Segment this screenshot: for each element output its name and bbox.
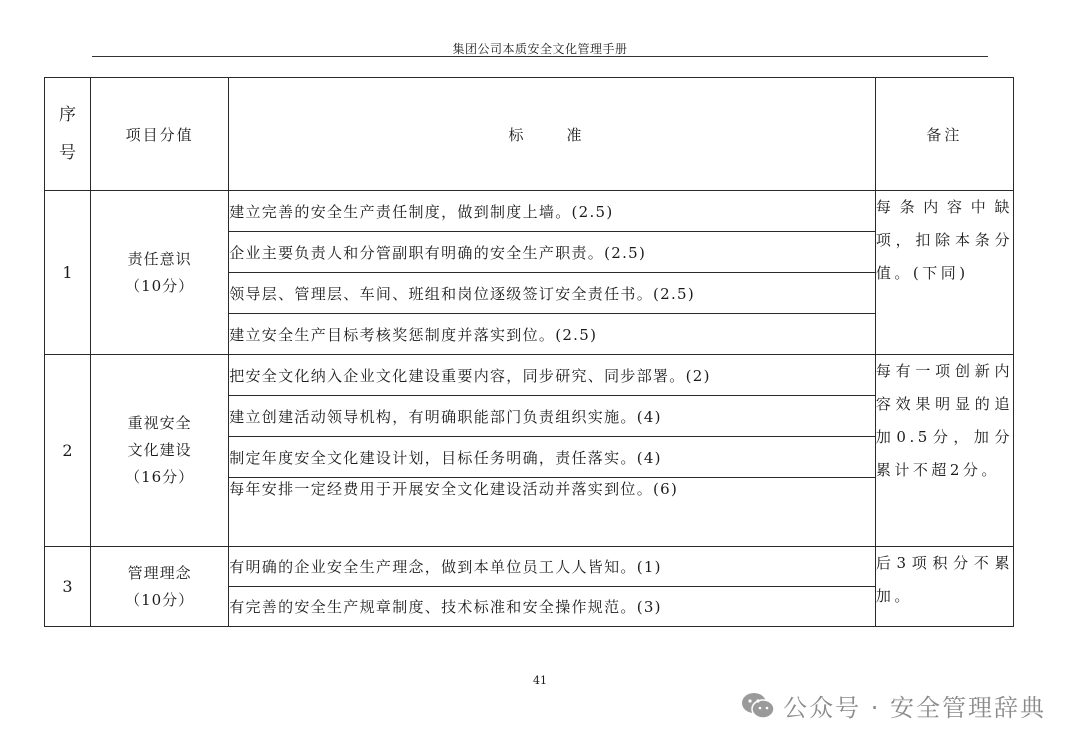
note-cell: 每条内容中缺项，扣除本条分值。(下同) [875, 191, 1013, 355]
standard-cell: 制定年度安全文化建设计划，目标任务明确，责任落实。(4) [229, 437, 876, 478]
header-note: 备注 [875, 78, 1013, 191]
standard-cell: 建立安全生产目标考核奖惩制度并落实到位。(2.5) [229, 314, 876, 355]
item-score [91, 547, 229, 627]
item-line: 文化建设 [127, 441, 192, 459]
note-cell: 每有一项创新内容效果明显的追加0.5分，加分累计不超2分。 [875, 355, 1013, 547]
row-number: 1 [45, 191, 91, 355]
standard-cell: 每年安排一定经费用于开展安全文化建设活动并落实到位。(6) [229, 478, 876, 547]
standard-cell: 企业主要负责人和分管副职有明确的安全生产职责。(2.5) [229, 232, 876, 273]
standard-cell: 有明确的企业安全生产理念，做到本单位员工人人皆知。(1) [229, 547, 876, 587]
table-row [45, 355, 1014, 396]
page-header-title: 集团公司本质安全文化管理手册 [452, 42, 628, 56]
item-line: 重视安全 [127, 414, 192, 432]
header-no-char: 序 [59, 105, 77, 125]
watermark-text: 公众号 · 安全管理辞典 [783, 694, 1046, 722]
header-no [45, 78, 91, 191]
standard-cell: 建立创建活动领导机构，有明确职能部门负责组织实施。(4) [229, 396, 876, 437]
table-row [45, 547, 1014, 587]
item-line: （10分） [125, 276, 195, 295]
standards-table [44, 77, 1014, 627]
note-cell: 后3项积分不累加。 [875, 547, 1013, 627]
table-header-row [45, 78, 1014, 191]
wechat-icon [741, 692, 775, 720]
page-number: 41 [533, 674, 547, 687]
item-line: （16分） [125, 468, 195, 486]
item-score [91, 355, 229, 547]
header-no-text [45, 96, 90, 172]
standard-cell: 有完善的安全生产规章制度、技术标准和安全操作规范。(3) [229, 587, 876, 627]
table-row [45, 191, 1014, 232]
item-line: 管理理念 [127, 563, 192, 582]
item-score [91, 191, 229, 355]
header-item: 项目分值 [91, 78, 229, 191]
item-line: 责任意识 [127, 249, 192, 268]
item-line: （10分） [125, 590, 195, 609]
header-rule [92, 56, 988, 57]
header-standard: 标 准 [229, 78, 876, 191]
row-number: 2 [45, 355, 91, 547]
header-no-char: 号 [59, 143, 77, 163]
standard-cell: 领导层、管理层、车间、班组和岗位逐级签订安全责任书。(2.5) [229, 273, 876, 314]
standard-cell: 把安全文化纳入企业文化建设重要内容，同步研究、同步部署。(2) [229, 355, 876, 396]
row-number: 3 [45, 547, 91, 627]
standard-cell: 建立完善的安全生产责任制度，做到制度上墙。(2.5) [229, 191, 876, 232]
watermark [741, 688, 1046, 723]
